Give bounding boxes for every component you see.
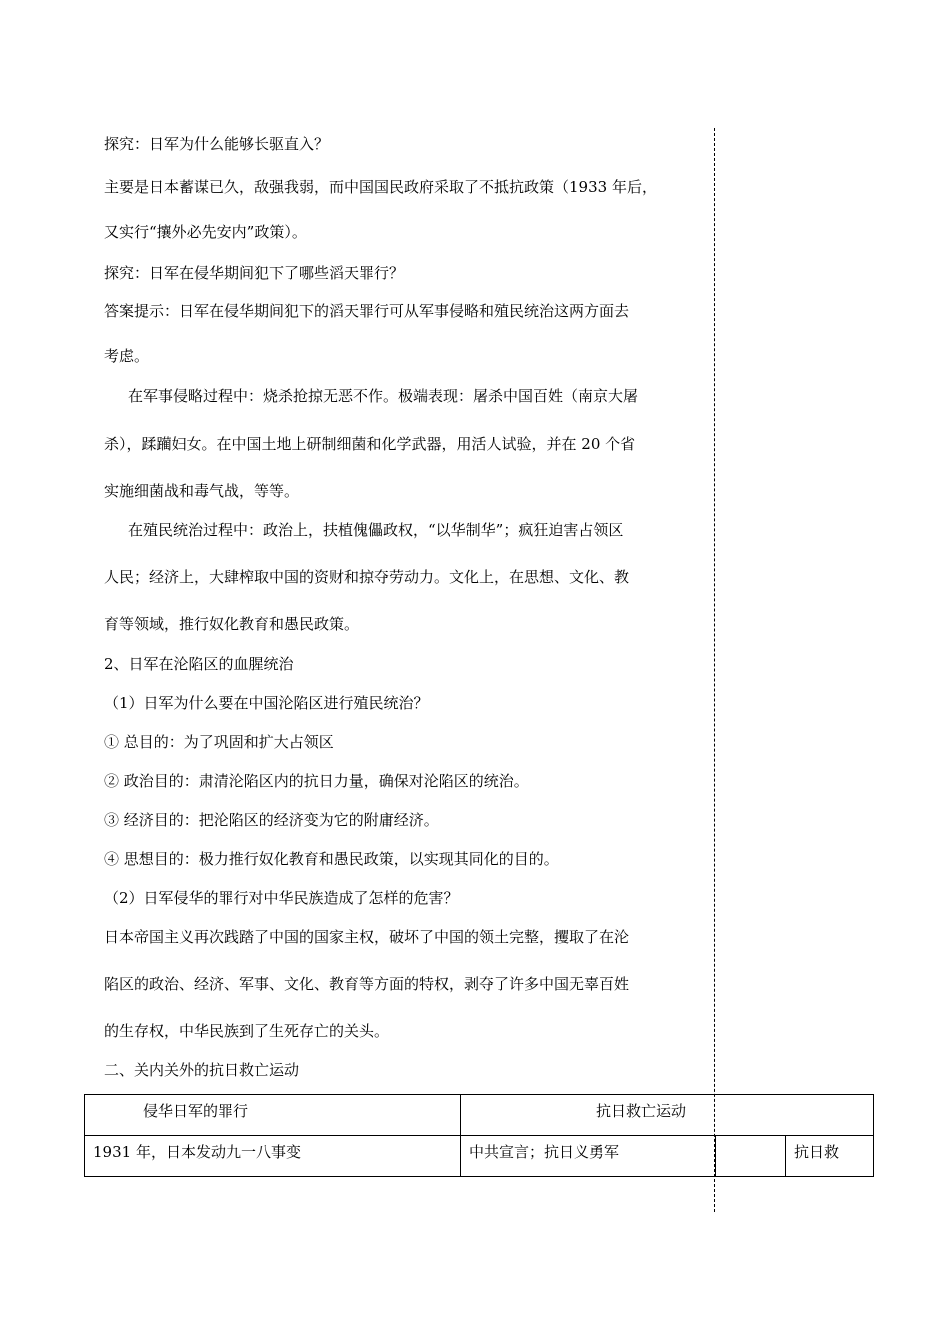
text-line: 在军事侵略过程中：烧杀抢掠无恶不作。极端表现：屠杀中国百姓（南京大屠 (128, 387, 639, 405)
table-header-cell: 侵华日军的罪行 (85, 1095, 461, 1136)
list-item: ③ 经济目的：把沦陷区的经济变为它的附庸经济。 (104, 811, 439, 829)
text-line: 答案提示：日军在侵华期间犯下的滔天罪行可从军事侵略和殖民统治这两方面去 (104, 302, 630, 320)
text-line: 陷区的政治、经济、军事、文化、教育等方面的特权，剥夺了许多中国无辜百姓 (104, 975, 630, 993)
text-line: （2）日军侵华的罪行对中华民族造成了怎样的危害？ (104, 889, 459, 907)
text-line: 探究：日军为什么能够长驱直入？ (104, 135, 330, 153)
table-row (85, 1136, 874, 1177)
text-line: 杀），蹂躏妇女。在中国土地上研制细菌和化学武器，用活人试验，并在 20 个省 (104, 435, 636, 453)
comparison-table (84, 1094, 874, 1177)
dashed-cut-line (714, 128, 715, 1212)
section-heading: 二、关内关外的抗日救亡运动 (104, 1061, 300, 1079)
text-line: 育等领域，推行奴化教育和愚民政策。 (104, 615, 360, 633)
table-cell: 1931 年，日本发动九一八事变 (85, 1136, 461, 1177)
text-line: 探究：日军在侵华期间犯下了哪些滔天罪行？ (104, 264, 405, 282)
list-item: ④ 思想目的：极力推行奴化教育和愚民政策，以实现其同化的目的。 (104, 850, 559, 868)
text-line: （1）日军为什么要在中国沦陷区进行殖民统治？ (104, 694, 429, 712)
list-item: ① 总目的：为了巩固和扩大占领区 (104, 733, 334, 751)
list-item: ② 政治目的：肃清沦陷区内的抗日力量，确保对沦陷区的统治。 (104, 772, 529, 790)
text-line: 人民；经济上，大肆榨取中国的资财和掠夺劳动力。文化上，在思想、文化、教 (104, 568, 630, 586)
table-header-cell: 抗日救亡运动 (461, 1095, 874, 1136)
table-cell (716, 1136, 786, 1177)
text-line: 主要是日本蓄谋已久，敌强我弱，而中国国民政府采取了不抵抗政策（1933 年后， (104, 178, 657, 196)
text-line: 在殖民统治过程中：政治上，扶植傀儡政权，“以华制华”；疯狂迫害占领区 (128, 521, 624, 539)
text-line: 日本帝国主义再次践踏了中国的国家主权，破坏了中国的领土完整，攫取了在沦 (104, 928, 630, 946)
text-line: 的生存权，中华民族到了生死存亡的关头。 (104, 1022, 390, 1040)
text-line: 又实行“攘外必先安内”政策）。 (104, 223, 307, 241)
text-line: 实施细菌战和毒气战，等等。 (104, 482, 300, 500)
text-line: 考虑。 (104, 347, 150, 365)
table-cell: 抗日救 (786, 1136, 874, 1177)
table-header-row (85, 1095, 874, 1136)
section-heading: 2、日军在沦陷区的血腥统治 (104, 655, 294, 673)
table-cell: 中共宣言；抗日义勇军 (461, 1136, 716, 1177)
